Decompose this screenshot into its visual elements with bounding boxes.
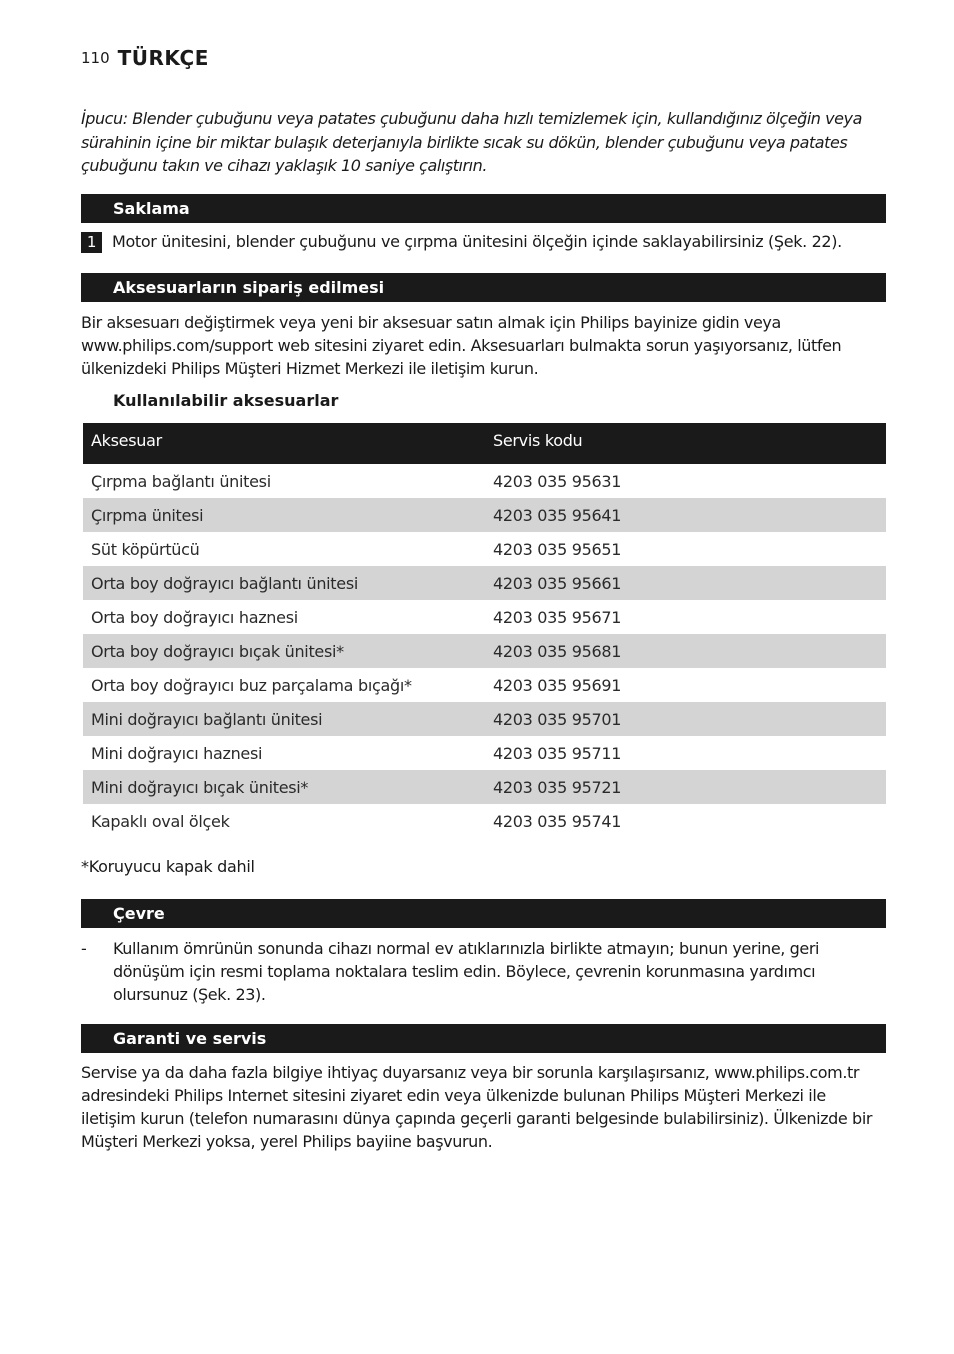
service-code: 4203 035 95651 [493, 539, 622, 559]
column-header-service-code: Servis kodu [485, 423, 886, 464]
table-row [83, 702, 886, 736]
table-row [83, 566, 886, 600]
environment-text: Kullanım ömrünün sonunda cihazı normal ev atıklarınızla birlikte atmayın; bunun yerine, geri dönüşüm için resmi toplama noktalara teslim edin. Böylece, çevrenin korunmasına yardımcı olursunuz (Şek. 23). [113, 939, 820, 1004]
step-number-badge: 1 [81, 232, 102, 253]
page-number: 110 [81, 49, 110, 67]
accessory-name: Orta boy doğrayıcı haznesi [91, 607, 298, 627]
table-row [83, 668, 886, 702]
service-code: 4203 035 95701 [485, 702, 886, 736]
accessory-name: Orta boy doğrayıcı buz parçalama bıçağı* [91, 675, 412, 695]
table-row [83, 770, 886, 804]
table-row [83, 600, 886, 634]
column-header-accessory: Aksesuar [83, 423, 485, 464]
available-accessories-heading: Kullanılabilir aksesuarlar [113, 391, 339, 410]
table-row [83, 464, 886, 498]
language-title: TÜRKÇE [117, 46, 209, 70]
accessory-name: Orta boy doğrayıcı bağlantı ünitesi [83, 566, 485, 600]
table-footnote: *Koruyucu kapak dahil [81, 857, 255, 876]
ordering-paragraph: Bir aksesuarı değiştirmek veya yeni bir aksesuar satın almak için Philips bayinize gidin veya www.philips.com/support web sitesini ziyaret edin. Aksesuarları bulmakta sorun yaşıyorsanız, lütfen ülkenizdeki Philips Müşteri Hizmet Merkezi ile iletişim kurun. [81, 313, 842, 378]
service-code: 4203 035 95671 [493, 607, 622, 627]
table-row [83, 532, 886, 566]
accessory-name: Orta boy doğrayıcı bıçak ünitesi* [83, 634, 485, 668]
table-row [83, 804, 886, 838]
service-code: 4203 035 95711 [493, 743, 622, 763]
table-row [83, 634, 886, 668]
tip-paragraph: İpucu: Blender çubuğunu veya patates çubuğunu daha hızlı temizlemek için, kullandığınız ölçeğin veya sürahinin içine bir miktar bulaşık deterjanıyla birlikte sıcak su dökün, blender çubuğunu veya patates çubuğunu takın ve cihazı yaklaşık 10 saniye çalıştırın. [81, 109, 862, 175]
table-row [83, 498, 886, 532]
accessory-name: Mini doğrayıcı haznesi [91, 743, 263, 763]
section-heading-garanti: Garanti ve servis [81, 1024, 886, 1053]
step-text: Motor ünitesini, blender çubuğunu ve çırpma ünitesini ölçeğin içinde saklayabilirsiniz (Şek. 22). [112, 232, 842, 251]
section-heading-cevre: Çevre [81, 899, 886, 928]
accessories-table [83, 423, 886, 838]
service-code: 4203 035 95691 [493, 675, 622, 695]
accessory-name: Çırpma ünitesi [83, 498, 485, 532]
table-header-row [83, 423, 886, 464]
accessory-name: Mini doğrayıcı bağlantı ünitesi [83, 702, 485, 736]
accessory-name: Mini doğrayıcı bıçak ünitesi* [83, 770, 485, 804]
section-heading-aksesuarlar: Aksesuarların sipariş edilmesi [81, 273, 886, 302]
page-header [81, 46, 209, 70]
bullet-dash: - [81, 939, 87, 958]
service-code: 4203 035 95661 [485, 566, 886, 600]
service-code: 4203 035 95631 [493, 471, 622, 491]
service-code: 4203 035 95721 [485, 770, 886, 804]
warranty-paragraph: Servise ya da daha fazla bilgiye ihtiyaç duyarsanız veya bir sorunla karşılaşırsanız, www.philips.com.tr adresindeki Philips Internet sitesini ziyaret edin veya ülkenizde bulunan Philips Müşteri Merkezi ile iletişim kurun (telefon numarasını dünya çapında geçerli garanti belgesinde bulabilirsiniz). Ülkenizde bir Müşteri Merkezi yoksa, yerel Philips bayiine başvurun. [81, 1063, 873, 1151]
storage-step [81, 232, 886, 253]
accessory-name: Çırpma bağlantı ünitesi [91, 471, 271, 491]
accessory-name: Süt köpürtücü [91, 539, 200, 559]
service-code: 4203 035 95681 [485, 634, 886, 668]
table-row [83, 736, 886, 770]
section-heading-saklama: Saklama [81, 194, 886, 223]
service-code: 4203 035 95641 [485, 498, 886, 532]
accessory-name: Kapaklı oval ölçek [91, 811, 230, 831]
service-code: 4203 035 95741 [493, 811, 622, 831]
